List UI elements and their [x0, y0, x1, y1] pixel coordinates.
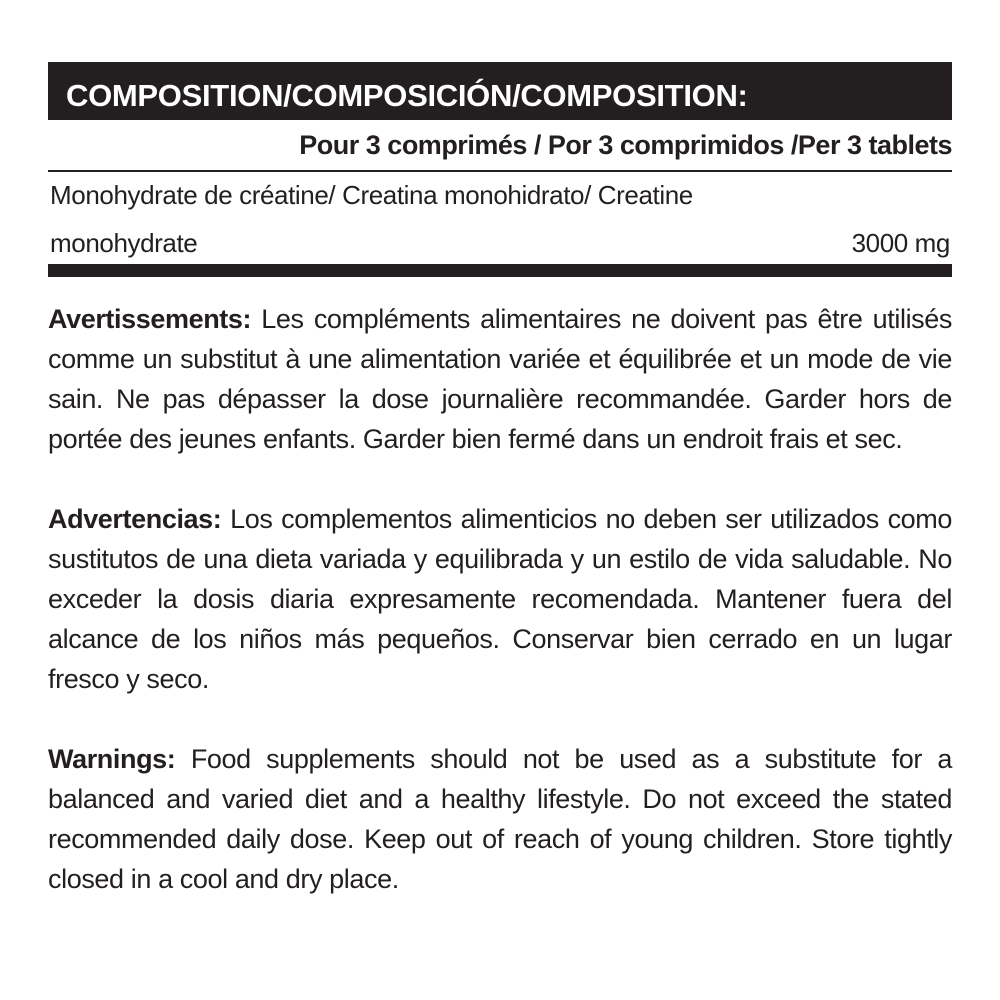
ingredient-name-line2: monohydrate: [50, 228, 198, 258]
warning-text-english: Food supplements should not be used as a substitute for a balanced and varied diet and a healthy lifestyle. Do not exceed the stated recommended daily dose. Keep out of reach of young children. Store tightly closed in a cool and dry place.: [48, 744, 952, 894]
warning-title-english: Warnings:: [48, 744, 176, 774]
warning-text-spanish: Los complementos alimenticios no deben ser utilizados como sustitutos de una dieta variada y equilibrada y un estilo de vida saludable. No exceder la dosis diaria expresamente recomendada. Mantener fuera del alcance de los niños más pequeños. Conservar bien cerrado en un lugar fresco y seco.: [48, 504, 952, 694]
composition-panel: [48, 62, 952, 939]
warning-block-english: [48, 739, 952, 899]
warning-title-spanish: Advertencias:: [48, 504, 222, 534]
serving-size: Pour 3 comprimés / Por 3 comprimidos /Per 3 tablets: [48, 120, 952, 172]
warnings-section: [48, 299, 952, 899]
ingredient-amount: 3000 mg: [851, 228, 950, 258]
section-divider: [48, 264, 952, 277]
warning-text-french: Les compléments alimentaires ne doivent pas être utilisés comme un substitut à une alimentation variée et équilibrée et un mode de vie sain. Ne pas dépasser la dose journalière recommandée. Garder hors de portée des jeunes enfants. Garder bien fermé dans un endroit frais et sec.: [48, 304, 952, 454]
ingredient-row: [48, 172, 952, 264]
composition-title: COMPOSITION/COMPOSICIÓN/COMPOSITION:: [48, 62, 952, 120]
ingredient-name-line1: Monohydrate de créatine/ Creatina monohidrato/ Creatine: [50, 180, 693, 210]
warning-block-french: [48, 299, 952, 459]
warning-title-french: Avertissements:: [48, 304, 252, 334]
warning-block-spanish: [48, 499, 952, 699]
